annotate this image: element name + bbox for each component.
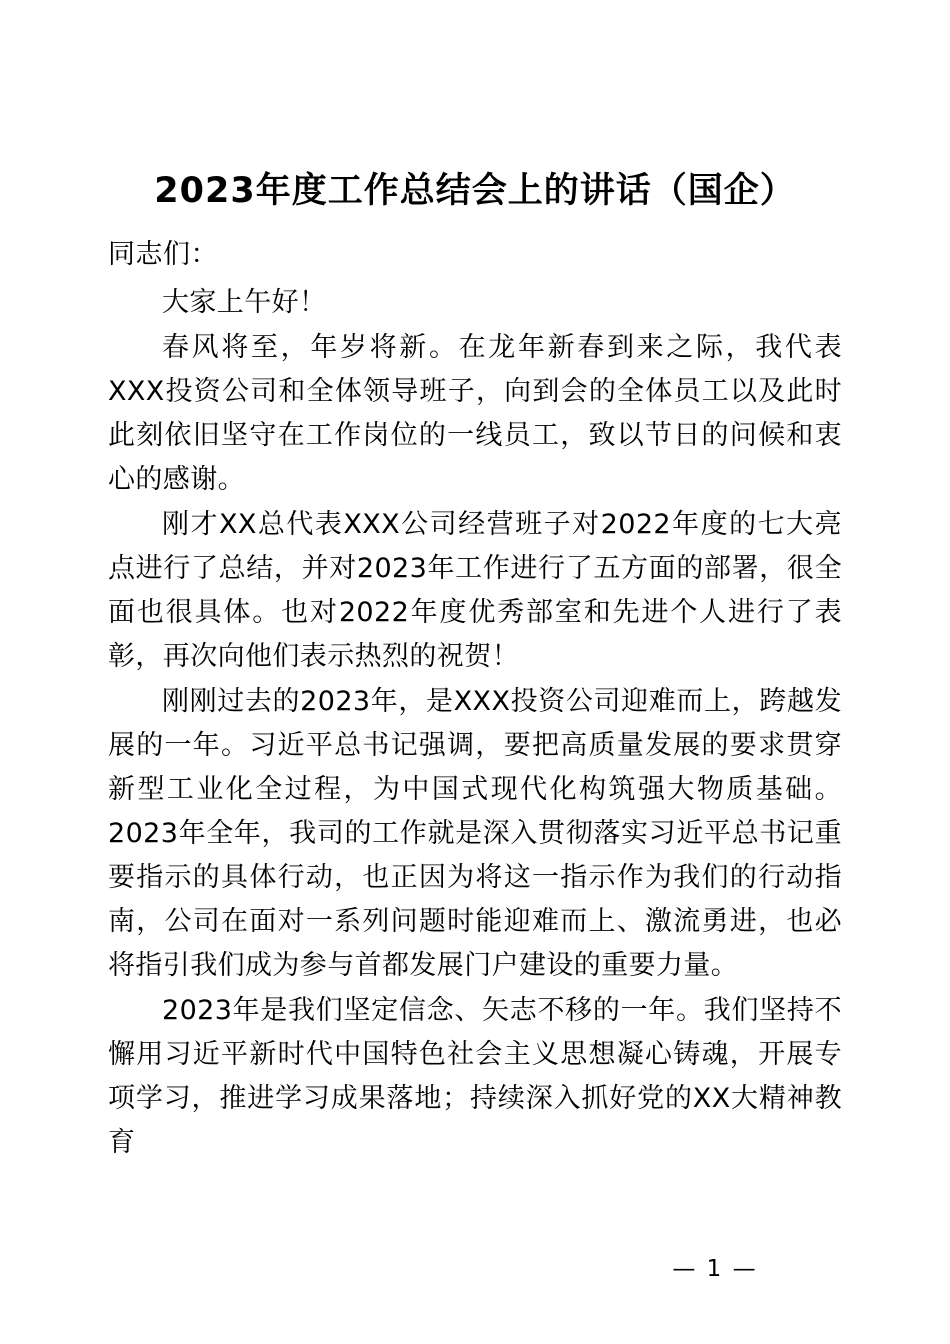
paragraph: 刚才XX总代表XXX公司经营班子对2022年度的七大亮点进行了总结，并对2023年工作进行了五方面的部署，很全面也很具体。也对2022年度优秀部室和先进个人进行了表彰，再次向他们表示热烈的祝贺！ xyxy=(108,508,842,672)
page-title: 2023年度工作总结会上的讲话（国企） xyxy=(154,171,796,211)
paragraph: 2023年是我们坚定信念、矢志不移的一年。我们坚持不懈用习近平新时代中国特色社会主义思想凝心铸魂，开展专项学习，推进学习成果落地；持续深入抓好党的XX大精神教育 xyxy=(108,994,842,1158)
paragraph: 大家上午好！ xyxy=(162,286,327,318)
paragraph: 刚刚过去的2023年，是XXX投资公司迎难而上，跨越发展的一年。习近平总书记强调，要把高质量发展的要求贯穿新型工业化全过程，为中国式现代化构筑强大物质基础。2023年全年，我司的工作就是深入贯彻落实习近平总书记重要指示的具体行动，也正因为将这一指示作为我们的行动指南，公司在面对一系列问题时能迎难而上、激流勇进，也必将指引我们成为参与首都发展门户建设的重要力量。 xyxy=(108,685,842,981)
salutation: 同志们： xyxy=(108,239,218,271)
page-number: — 1 — xyxy=(672,1256,758,1282)
paragraph: 春风将至，年岁将新。在龙年新春到来之际，我代表XXX投资公司和全体领导班子，向到会的全体员工以及此时此刻依旧坚守在工作岗位的一线员工，致以节日的问候和衷心的感谢。 xyxy=(108,331,842,495)
